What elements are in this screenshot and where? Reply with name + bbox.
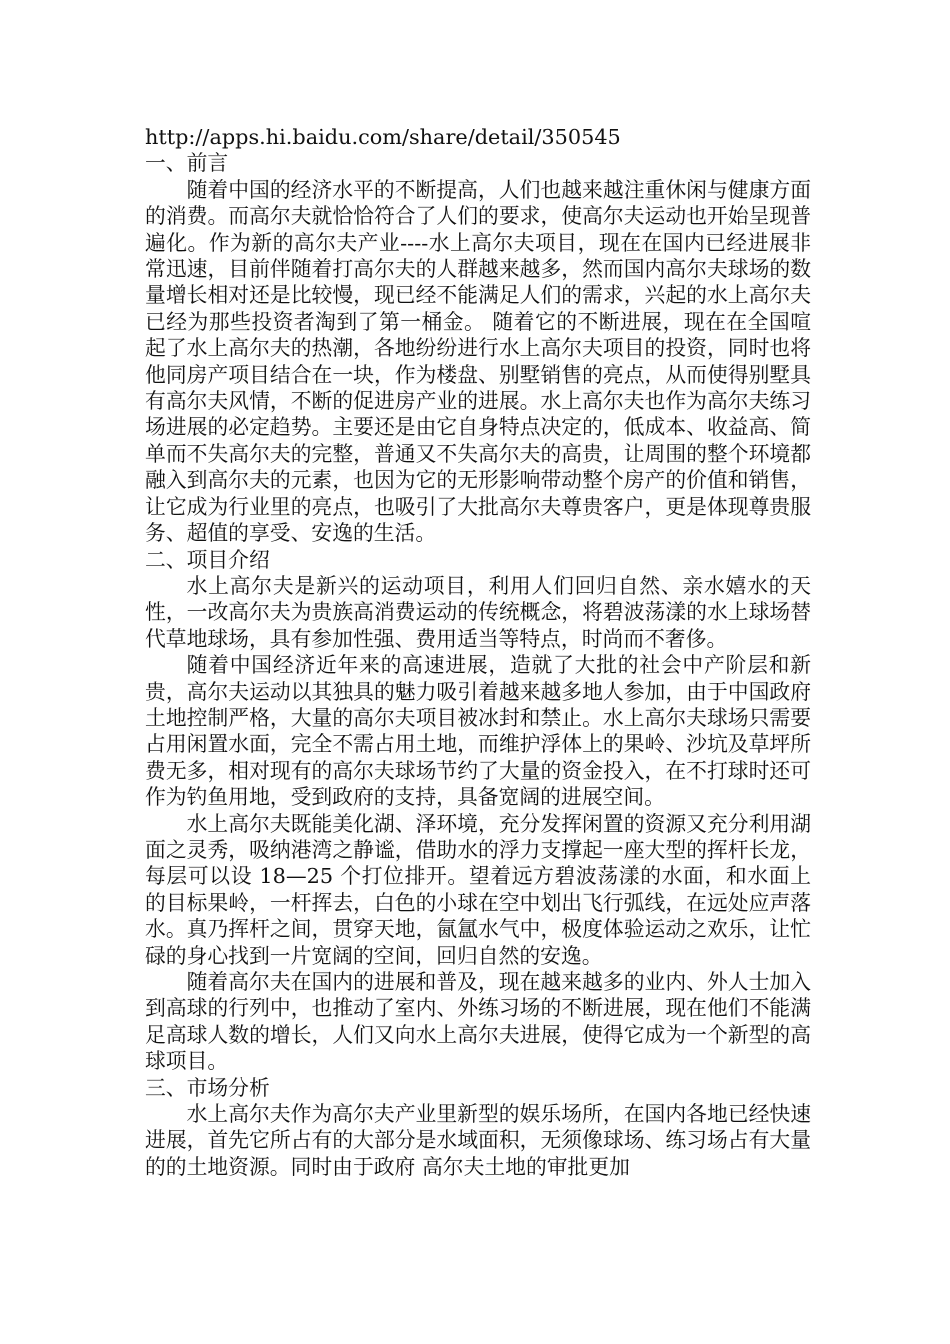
- paragraph-preface: 随着中国的经济水平的不断提高，人们也越来越注重休闲与健康方面的消费。而高尔夫就恰恰符合了人们的要求，使高尔夫运动也开始呈现普遍化。作为新的高尔夫产业----水上高尔夫项目，现在在国内已经进展非常迅速，目前伴随着打高尔夫的人群越来越多，然而国内高尔夫球场的数量增长相对还是比较慢，现已经不能满足人们的需求，兴起的水上高尔夫已经为那些投资者淘到了第一桶金。 随着它的不断进展，现在在全国喧起了水上高尔夫的热潮，各地纷纷进行水上高尔夫项目的投资，同时也将他同房产项目结合在一块，作为楼盘、别墅销售的亮点，从而使得别墅具有高尔夫风情，不断的促进房产业的进展。水上高尔夫也作为高尔夫练习场进展的必定趋势。主要还是由它自身特点决定的，低成本、收益高、简单而不失高尔夫的完整，普通又不失高尔夫的高贵，让周围的整个环境都融入到高尔夫的元素，也因为它的无形影响带动整个房产的价值和销售，让它成为行业里的亮点，也吸引了大批高尔夫尊贵客户，更是体现尊贵服务、超值的享受、安逸的生活。: [145, 177, 811, 546]
- paragraph-project-intro-2: 随着中国经济近年来的高速进展，造就了大批的社会中产阶层和新贵，高尔夫运动以其独具的魅力吸引着越来越多地人参加，由于中国政府土地控制严格，大量的高尔夫项目被冰封和禁止。水上高尔夫球场只需要占用闲置水面，完全不需占用土地，而维护浮体上的果岭、沙坑及草坪所费无多，相对现有的高尔夫球场节约了大量的资金投入，在不打球时还可作为钓鱼用地，受到政府的支持，具备宽阔的进展空间。: [145, 653, 811, 810]
- paragraph-project-intro-3: 水上高尔夫既能美化湖、泽环境，充分发挥闲置的资源又充分利用湖面之灵秀，吸纳港湾之静谧，借助水的浮力支撑起一座大型的挥杆长龙，每层可以设 18—25 个打位排开。望着远方碧波荡漾的水面，和水面上的目标果岭，一杆挥去，白色的小球在空中划出飞行弧线，在远处应声落水。真乃挥杆之间，贯穿天地，氤氲水气中，极度体验运动之欢乐，让忙碌的身心找到一片宽阔的空间，回归自然的安逸。: [145, 811, 811, 968]
- paragraph-market-analysis: 水上高尔夫作为高尔夫产业里新型的娱乐场所，在国内各地已经快速进展，首先它所占有的大部分是水域面积，无须像球场、练习场占有大量的的土地资源。同时由于政府 高尔夫土地的审批更加: [145, 1102, 811, 1179]
- paragraph-project-intro-1: 水上高尔夫是新兴的运动项目，利用人们回归自然、亲水嬉水的天性，一改高尔夫为贵族高消费运动的传统概念，将碧波荡漾的水上球场替代草地球场，具有参加性强、费用适当等特点，时尚而不奢侈。: [145, 573, 811, 651]
- document-body: [145, 124, 811, 1180]
- section-heading-project-intro: 二、项目介绍: [145, 547, 270, 572]
- section-heading-market-analysis: 三、市场分析: [145, 1075, 270, 1100]
- paragraph-project-intro-4: 随着高尔夫在国内的进展和普及，现在越来越多的业内、外人士加入到高球的行列中，也推动了室内、外练习场的不断进展，现在他们不能满足高球人数的增长，人们又向水上高尔夫进展，使得它成为一个新型的高球项目。: [145, 970, 811, 1074]
- source-url: http://apps.hi.baidu.com/share/detail/350545: [145, 125, 621, 149]
- section-heading-preface: 一、前言: [145, 151, 229, 176]
